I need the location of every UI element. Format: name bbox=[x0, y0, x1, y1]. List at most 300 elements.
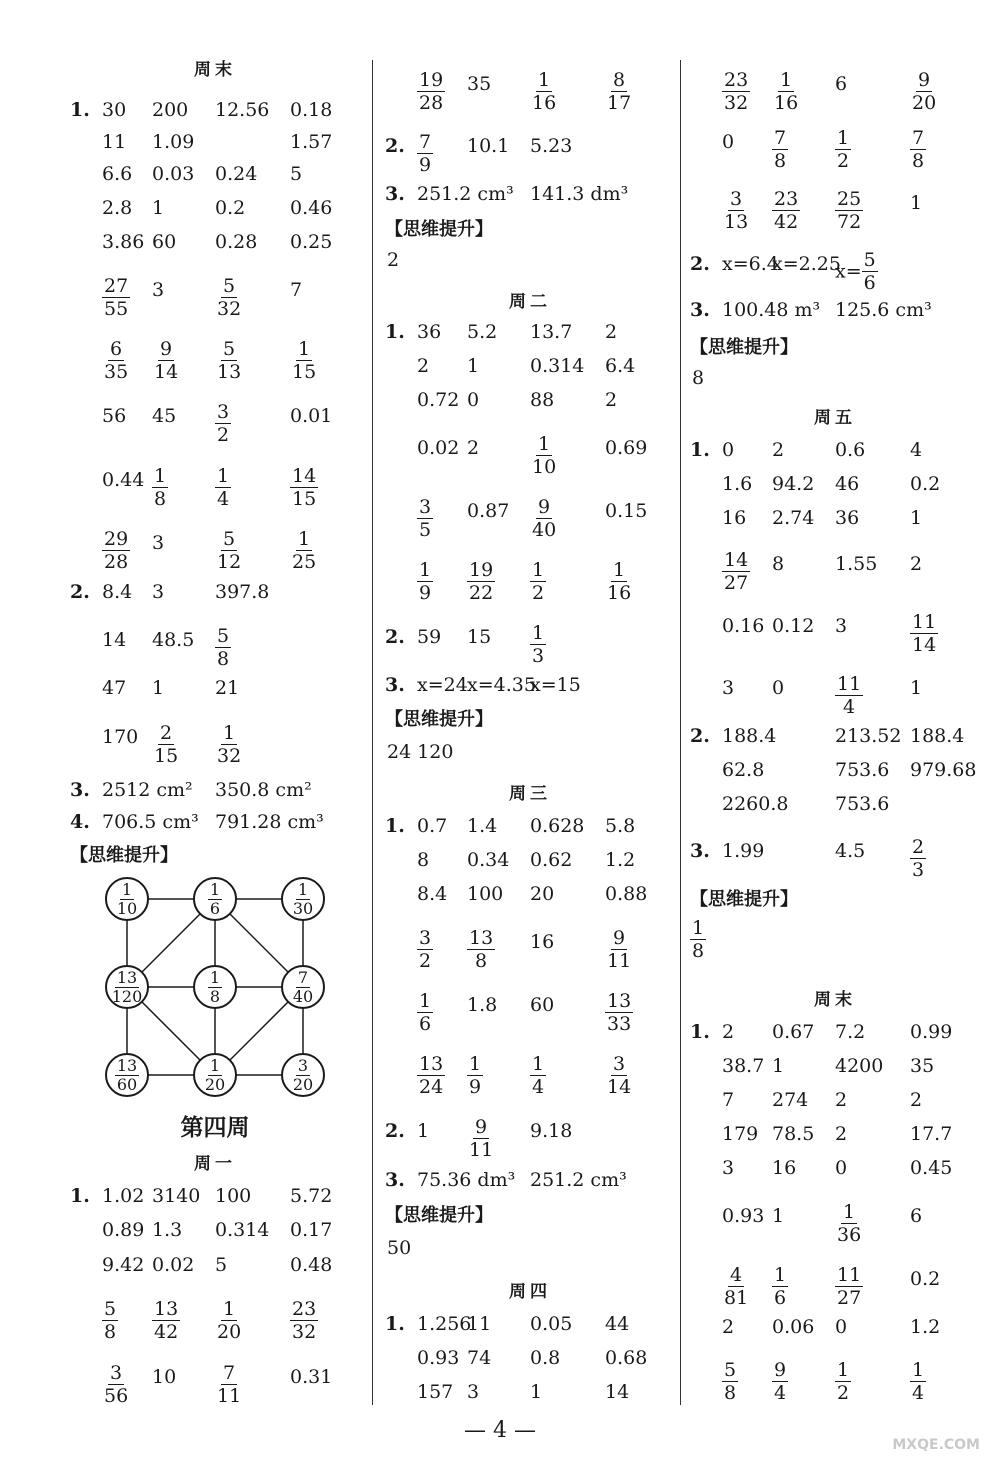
answer-value: 100 bbox=[215, 1185, 252, 1207]
fraction bbox=[290, 1298, 318, 1343]
numerator: 9 bbox=[918, 69, 931, 91]
grid-node bbox=[105, 965, 149, 1009]
fraction bbox=[215, 1362, 243, 1407]
fraction bbox=[215, 528, 243, 573]
numerator: 14 bbox=[292, 465, 317, 487]
answer-value bbox=[722, 1359, 738, 1404]
answer-value: 2 bbox=[835, 1089, 848, 1111]
answer-value: 0 bbox=[835, 1316, 848, 1338]
answer-value: 35 bbox=[467, 73, 492, 95]
grid-node bbox=[193, 965, 237, 1009]
answer-value bbox=[417, 496, 433, 541]
answer-value bbox=[215, 1298, 243, 1343]
grid-node bbox=[281, 965, 325, 1009]
answer-value bbox=[530, 433, 558, 478]
answer-value: 2 bbox=[467, 437, 480, 459]
numerator: 1 bbox=[780, 69, 793, 91]
answer-value: 62.8 bbox=[722, 759, 765, 781]
fraction bbox=[772, 1359, 788, 1404]
answer-value: 0.28 bbox=[215, 231, 258, 253]
answer-value: 1 bbox=[152, 197, 165, 219]
numerator: 23 bbox=[774, 188, 799, 210]
thinking-answer: 2 bbox=[387, 249, 400, 271]
denominator: 20 bbox=[912, 92, 937, 114]
fraction bbox=[215, 722, 243, 767]
answer-value bbox=[772, 1264, 788, 1309]
answer-value bbox=[215, 465, 231, 510]
fraction bbox=[835, 673, 863, 718]
grid-node bbox=[281, 1053, 325, 1097]
denominator: 22 bbox=[469, 582, 494, 604]
numerator: 7 bbox=[223, 1362, 236, 1384]
denominator: 15 bbox=[292, 361, 317, 383]
section-heading-zhoumo: 周末 bbox=[194, 60, 236, 80]
answer-value: 8 bbox=[772, 553, 785, 575]
denominator: 81 bbox=[724, 1287, 749, 1309]
answer-value: 350.8 cm² bbox=[215, 779, 312, 801]
fraction bbox=[290, 528, 318, 573]
numerator: 25 bbox=[837, 188, 862, 210]
numerator: 1 bbox=[774, 1264, 787, 1286]
denominator: 9 bbox=[419, 154, 432, 176]
denominator: 10 bbox=[532, 456, 557, 478]
question-number: 1. bbox=[385, 815, 405, 837]
answer-value: 251.2 cm³ bbox=[417, 183, 514, 205]
fraction bbox=[530, 496, 558, 541]
answer-value: 0.7 bbox=[417, 815, 448, 837]
numerator: 5 bbox=[223, 528, 236, 550]
numerator: 1 bbox=[298, 528, 311, 550]
answer-value: 1 bbox=[910, 677, 923, 699]
answer-value: 0.314 bbox=[530, 355, 585, 377]
numerator: 3 bbox=[613, 1053, 626, 1075]
denominator: 42 bbox=[154, 1321, 179, 1343]
answer-value: 0.03 bbox=[152, 163, 195, 185]
numerator: 11 bbox=[912, 611, 937, 633]
answer-value bbox=[910, 836, 926, 881]
fraction bbox=[417, 1053, 445, 1098]
answer-value: 7.2 bbox=[835, 1021, 866, 1043]
answer-value bbox=[835, 1359, 851, 1404]
answer-value: 100.48 m³ bbox=[722, 299, 821, 321]
fraction bbox=[722, 549, 750, 594]
answer-value: 0.01 bbox=[290, 405, 333, 427]
answer-value: 88 bbox=[530, 389, 555, 411]
answer-value: 60 bbox=[530, 994, 555, 1016]
denominator: 55 bbox=[104, 298, 129, 320]
denominator: 24 bbox=[419, 1076, 444, 1098]
answer-value: x=6.4 bbox=[722, 253, 779, 275]
answer-value: 0.15 bbox=[605, 500, 648, 522]
numerator: 1 bbox=[209, 967, 221, 987]
denominator: 60 bbox=[116, 1074, 138, 1094]
denominator: 16 bbox=[607, 582, 632, 604]
numerator: 7 bbox=[297, 967, 309, 987]
answer-value: 8.4 bbox=[417, 883, 448, 905]
answer-value: 3 bbox=[722, 677, 735, 699]
denominator: 27 bbox=[837, 1287, 862, 1309]
denominator: 2 bbox=[532, 582, 545, 604]
answer-value: 75.36 dm³ bbox=[417, 1169, 516, 1191]
grid-node bbox=[193, 877, 237, 921]
answer-value: 251.2 cm³ bbox=[530, 1169, 627, 1191]
answer-value: 3 bbox=[722, 1157, 735, 1179]
column-divider-left bbox=[372, 60, 373, 1405]
fraction bbox=[291, 881, 315, 918]
denominator: 2 bbox=[837, 150, 850, 172]
denominator: 8 bbox=[209, 986, 221, 1006]
answer-value: 1 bbox=[467, 355, 480, 377]
denominator: 36 bbox=[837, 1224, 862, 1246]
answer-value: 3 bbox=[152, 532, 165, 554]
answer-value: 188.4 bbox=[722, 725, 777, 747]
numerator: 1 bbox=[297, 879, 309, 899]
numerator: 1 bbox=[912, 1359, 925, 1381]
answer-value: 1.8 bbox=[467, 994, 498, 1016]
answer-value: 1 bbox=[530, 1381, 543, 1403]
answer-value: 8 bbox=[417, 849, 430, 871]
fraction bbox=[722, 188, 750, 233]
page-number: — 4 — bbox=[464, 1418, 536, 1443]
answer-value: 2 bbox=[910, 1089, 923, 1111]
fraction bbox=[835, 127, 851, 172]
fraction bbox=[910, 69, 938, 114]
answer-value: 0.18 bbox=[290, 99, 333, 121]
answer-value: 0 bbox=[722, 131, 735, 153]
answer-value: 3140 bbox=[152, 1185, 201, 1207]
answer-value: x=24 bbox=[417, 674, 468, 696]
answer-value bbox=[417, 69, 445, 114]
answer-value: 0.12 bbox=[772, 615, 815, 637]
thinking-label: 【思维提升】 bbox=[385, 709, 493, 730]
answer-value: 2 bbox=[910, 553, 923, 575]
fraction bbox=[290, 465, 318, 510]
numerator: 19 bbox=[419, 69, 444, 91]
fraction bbox=[530, 1053, 546, 1098]
answer-value bbox=[722, 1264, 750, 1309]
answer-value bbox=[605, 990, 633, 1035]
numerator: 29 bbox=[104, 528, 129, 550]
answer-value bbox=[215, 722, 243, 767]
answer-value: 0 bbox=[722, 439, 735, 461]
answer-value: 0.8 bbox=[530, 1347, 561, 1369]
answer-value: 3.86 bbox=[102, 231, 145, 253]
denominator: 40 bbox=[532, 519, 557, 541]
answer-value: 0.6 bbox=[835, 439, 866, 461]
denominator: 5 bbox=[419, 519, 432, 541]
fraction bbox=[772, 127, 788, 172]
fraction bbox=[605, 69, 633, 114]
question-number: 3. bbox=[385, 674, 405, 696]
numerator: 1 bbox=[538, 69, 551, 91]
numerator: 2 bbox=[160, 722, 173, 744]
answer-value: 1 bbox=[772, 1205, 785, 1227]
denominator: 30 bbox=[292, 898, 314, 918]
thinking-label: 【思维提升】 bbox=[70, 845, 178, 866]
denominator: 16 bbox=[532, 92, 557, 114]
denominator: 32 bbox=[724, 92, 749, 114]
denominator: 6 bbox=[774, 1287, 787, 1309]
numerator: 1 bbox=[692, 917, 705, 939]
numerator: 5 bbox=[724, 1359, 737, 1381]
answer-value: 36 bbox=[417, 321, 442, 343]
answer-value: 2 bbox=[722, 1316, 735, 1338]
answer-value bbox=[605, 559, 633, 604]
fraction bbox=[417, 131, 433, 176]
denominator: 25 bbox=[292, 551, 317, 573]
question-number: 2. bbox=[385, 1120, 405, 1142]
denominator: 11 bbox=[469, 1139, 494, 1161]
answer-value: 21 bbox=[215, 677, 240, 699]
answer-value: 10 bbox=[152, 1366, 177, 1388]
fraction bbox=[152, 722, 180, 767]
numerator: 2 bbox=[912, 836, 925, 858]
answer-value bbox=[467, 927, 495, 972]
fraction bbox=[605, 559, 633, 604]
fraction bbox=[910, 836, 926, 881]
fraction bbox=[835, 1201, 863, 1246]
answer-value: 20 bbox=[530, 883, 555, 905]
thinking-answer bbox=[690, 917, 706, 962]
answer-value bbox=[152, 722, 180, 767]
answer-value: 6.4 bbox=[605, 355, 636, 377]
fraction bbox=[417, 496, 433, 541]
denominator: 11 bbox=[217, 1385, 242, 1407]
answer-value: 0.99 bbox=[910, 1021, 953, 1043]
fraction bbox=[722, 1359, 738, 1404]
answer-value: 0.72 bbox=[417, 389, 460, 411]
numerator: 1 bbox=[837, 1359, 850, 1381]
numerator: 1 bbox=[209, 879, 221, 899]
answer-value: 0.87 bbox=[467, 500, 510, 522]
denominator: 4 bbox=[774, 1382, 787, 1404]
denominator: 11 bbox=[607, 950, 632, 972]
answer-value bbox=[290, 1298, 318, 1343]
denominator: 8 bbox=[104, 1321, 117, 1343]
answer-value: 0.89 bbox=[102, 1219, 145, 1241]
answer-value: 753.6 bbox=[835, 793, 890, 815]
denominator: 8 bbox=[912, 150, 925, 172]
answer-value: 45 bbox=[152, 405, 177, 427]
answer-value bbox=[772, 1359, 788, 1404]
fraction bbox=[215, 625, 231, 670]
numerator: 9 bbox=[475, 1116, 488, 1138]
answer-value: 78.5 bbox=[772, 1123, 815, 1145]
question-number: 1. bbox=[690, 439, 710, 461]
answer-value: 1.6 bbox=[722, 473, 753, 495]
answer-value bbox=[215, 338, 243, 383]
answer-value: 4 bbox=[910, 439, 923, 461]
answer-value: 0.46 bbox=[290, 197, 333, 219]
numerator: 5 bbox=[863, 249, 876, 271]
fraction bbox=[417, 927, 433, 972]
answer-value: 2 bbox=[835, 1123, 848, 1145]
answer-value: 125.6 cm³ bbox=[835, 299, 932, 321]
answer-value: 0 bbox=[467, 389, 480, 411]
answer-value: 170 bbox=[102, 726, 139, 748]
numerator: 23 bbox=[292, 1298, 317, 1320]
answer-value: 141.3 dm³ bbox=[530, 183, 629, 205]
answer-value: 1.57 bbox=[290, 131, 333, 153]
answer-value: 753.6 bbox=[835, 759, 890, 781]
denominator: 14 bbox=[607, 1076, 632, 1098]
answer-value: 2 bbox=[772, 439, 785, 461]
answer-value: 1.3 bbox=[152, 1219, 183, 1241]
numerator: 11 bbox=[837, 1264, 862, 1286]
answer-value: 14 bbox=[102, 629, 127, 651]
fraction bbox=[290, 338, 318, 383]
fraction bbox=[910, 127, 926, 172]
numerator: 1 bbox=[419, 990, 432, 1012]
question-number: 2. bbox=[385, 135, 405, 157]
answer-value: 0.93 bbox=[417, 1347, 460, 1369]
answer-value: 0.02 bbox=[417, 437, 460, 459]
question-number: 2. bbox=[70, 581, 90, 603]
fraction bbox=[772, 188, 800, 233]
grid-node bbox=[105, 877, 149, 921]
column-divider-right bbox=[680, 60, 681, 1405]
question-number: 1. bbox=[70, 99, 90, 121]
answer-value: 0.05 bbox=[530, 1313, 573, 1335]
denominator: 8 bbox=[692, 940, 705, 962]
answer-value: 60 bbox=[152, 231, 177, 253]
answer-value: 0.48 bbox=[290, 1254, 333, 1276]
fraction bbox=[102, 338, 130, 383]
answer-value: 35 bbox=[910, 1055, 935, 1077]
answer-value bbox=[530, 622, 546, 667]
fraction bbox=[467, 927, 495, 972]
answer-value bbox=[530, 1053, 546, 1098]
answer-value: 0.25 bbox=[290, 231, 333, 253]
thinking-answer: 50 bbox=[387, 1237, 412, 1259]
answer-value: 2 bbox=[605, 389, 618, 411]
numerator: 9 bbox=[538, 496, 551, 518]
answer-value bbox=[835, 249, 878, 294]
section-heading-zhouyi: 周一 bbox=[194, 1154, 236, 1174]
answer-value bbox=[152, 1298, 180, 1343]
answer-value: 0.2 bbox=[910, 1268, 941, 1290]
answer-value: 12.56 bbox=[215, 99, 270, 121]
denominator: 2 bbox=[419, 950, 432, 972]
answer-value: 0.06 bbox=[772, 1316, 815, 1338]
numerator: 5 bbox=[217, 625, 230, 647]
answer-value: 0.68 bbox=[605, 1347, 648, 1369]
numerator: 5 bbox=[223, 338, 236, 360]
numerator: 1 bbox=[223, 1298, 236, 1320]
fraction bbox=[215, 338, 243, 383]
numerator: 13 bbox=[469, 927, 494, 949]
answer-value: 10.1 bbox=[467, 135, 510, 157]
answer-value: 0.17 bbox=[290, 1219, 333, 1241]
denominator: 2 bbox=[837, 1382, 850, 1404]
fraction bbox=[530, 433, 558, 478]
denominator: 9 bbox=[419, 582, 432, 604]
answer-value: 1.55 bbox=[835, 553, 878, 575]
denominator: 6 bbox=[863, 272, 876, 294]
numerator: 7 bbox=[419, 131, 432, 153]
question-number: 2. bbox=[385, 626, 405, 648]
answer-value: 5 bbox=[215, 1254, 228, 1276]
fraction bbox=[530, 69, 558, 114]
answer-value: 3 bbox=[152, 581, 165, 603]
answer-value: 2.8 bbox=[102, 197, 133, 219]
denominator: 20 bbox=[204, 1074, 226, 1094]
answer-value bbox=[215, 625, 231, 670]
answer-value: 11 bbox=[102, 131, 127, 153]
denominator: 32 bbox=[217, 298, 242, 320]
answer-value: 979.68 bbox=[910, 759, 977, 781]
answer-value bbox=[605, 927, 633, 972]
numerator: 1 bbox=[469, 1053, 482, 1075]
answer-value bbox=[910, 127, 926, 172]
answer-value: 15 bbox=[467, 626, 492, 648]
answer-value bbox=[722, 549, 750, 594]
denominator: 8 bbox=[475, 950, 488, 972]
answer-value bbox=[467, 559, 495, 604]
answer-value: 48.5 bbox=[152, 629, 195, 651]
fraction bbox=[203, 1057, 227, 1094]
fraction bbox=[862, 249, 878, 294]
answer-value: 44 bbox=[605, 1313, 630, 1335]
question-number: 2. bbox=[690, 253, 710, 275]
answer-value: x=4.35 bbox=[467, 674, 536, 696]
answer-value: 0.45 bbox=[910, 1157, 953, 1179]
fraction bbox=[215, 401, 231, 446]
numerator: 14 bbox=[724, 549, 749, 571]
section-heading-zhoumo-2: 周末 bbox=[814, 990, 856, 1010]
denominator: 120 bbox=[111, 986, 143, 1006]
thinking-answer: 8 bbox=[692, 367, 705, 389]
numerator: 9 bbox=[613, 927, 626, 949]
answer-value: 1.256 bbox=[417, 1313, 472, 1335]
question-number: 3. bbox=[385, 1169, 405, 1191]
numerator: 3 bbox=[730, 188, 743, 210]
answer-value: 59 bbox=[417, 626, 442, 648]
answer-value: 0.88 bbox=[605, 883, 648, 905]
grid-node bbox=[193, 1053, 237, 1097]
answer-value: 0.314 bbox=[215, 1219, 270, 1241]
fraction bbox=[102, 275, 130, 320]
fraction bbox=[910, 1359, 926, 1404]
fraction bbox=[835, 1264, 863, 1309]
answer-value bbox=[722, 188, 750, 233]
fraction bbox=[102, 1298, 118, 1343]
answer-value: 0.02 bbox=[152, 1254, 195, 1276]
denominator: 72 bbox=[837, 211, 862, 233]
denominator: 4 bbox=[217, 488, 230, 510]
numerator: 8 bbox=[613, 69, 626, 91]
fraction bbox=[215, 465, 231, 510]
answer-value: 1.2 bbox=[605, 849, 636, 871]
answer-value: 200 bbox=[152, 99, 189, 121]
answer-value: 14 bbox=[605, 1381, 630, 1403]
answer-value: 0.67 bbox=[772, 1021, 815, 1043]
answer-value: 1.4 bbox=[467, 815, 498, 837]
denominator: 8 bbox=[154, 488, 167, 510]
answer-value: 1.99 bbox=[722, 840, 765, 862]
denominator: 8 bbox=[724, 1382, 737, 1404]
numerator: 3 bbox=[110, 1362, 123, 1384]
answer-value bbox=[910, 611, 938, 656]
answer-value: 5.23 bbox=[530, 135, 573, 157]
answer-value: 5.72 bbox=[290, 1185, 333, 1207]
numerator: 3 bbox=[419, 496, 432, 518]
answer-value bbox=[722, 69, 750, 114]
fraction bbox=[467, 1053, 483, 1098]
numerator: 1 bbox=[613, 559, 626, 581]
numerator: 1 bbox=[154, 465, 167, 487]
answer-value: 0.69 bbox=[605, 437, 648, 459]
